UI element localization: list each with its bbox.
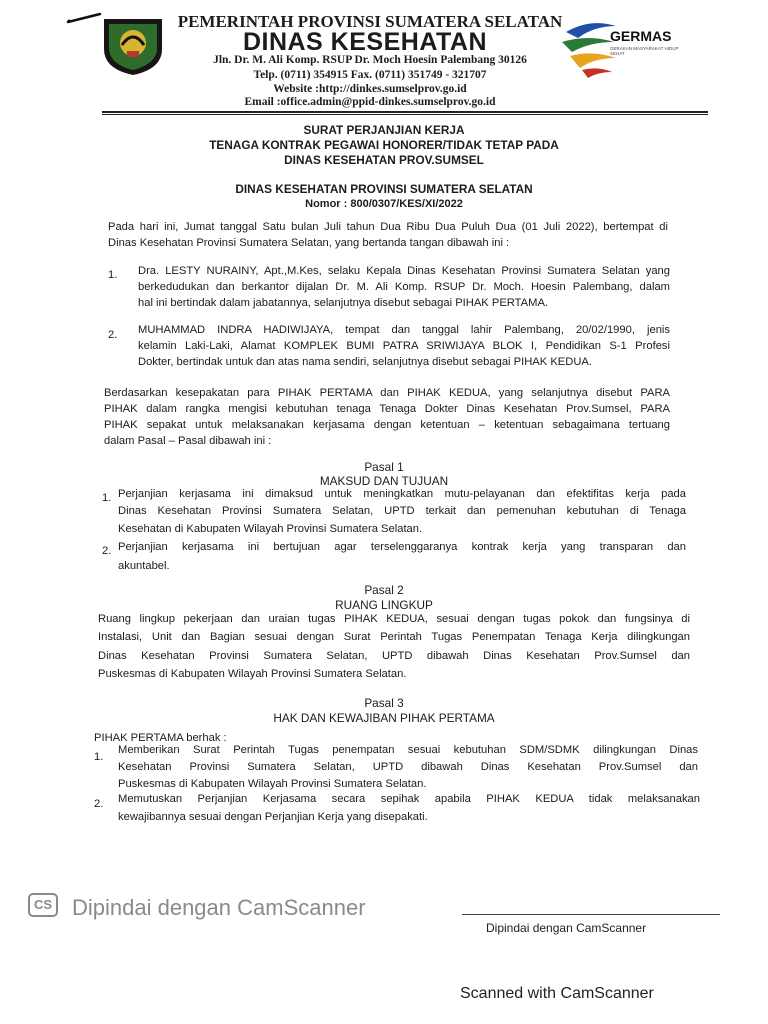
letterhead-address: Jln. Dr. M. Ali Komp. RSUP Dr. Moch Hoesin Palembang 30126 [213,54,527,66]
party-2-number: 2. [108,329,118,341]
camscanner-watermark-small: Dipindai dengan CamScanner [486,921,647,935]
pasal-2-line1: Ruang lingkup pekerjaan dan uraian tugas PIHAK KEDUA, sesuai dengan tugas pokok dan fungsinya di [98,613,690,625]
doc-title-line1: SURAT PERJANJIAN KERJA [303,123,465,137]
party-1-number: 1. [108,269,118,281]
doc-title-line2: TENAGA KONTRAK PEGAWAI HONORER/TIDAK TETAP PADA [209,138,559,152]
camscanner-watermark: Dipindai dengan CamScanner [72,895,366,920]
agreement-line1: Berdasarkan kesepakatan para PIHAK PERTAMA dan PIHAK KEDUA, yang selanjutnya disebut PARA [104,387,670,399]
pasal-3-item-1-line3: Puskesmas di Kabupaten Wilayah Provinsi Sumatera Selatan. [118,778,427,790]
pasal-3-item-2-line1: Memutuskan Perjanjian Kerjasama secara sepihak apabila PIHAK KEDUA tidak melaksanakan [118,793,700,805]
party-2-line3: Dokter, bertindak untuk dan atas nama sendiri, selanjutnya disebut sebagai PIHAK KEDUA. [138,356,592,368]
pasal-1-item-1-number: 1. [102,492,112,504]
pasal-3-item-1-line2: Kesehatan Provinsi Sumatera Selatan, UPTD dibawah Dinas Kesehatan Prov.Sumsel dan [118,761,698,773]
pasal-1-item-1-line1: Perjanjian kerjasama ini dimaksud untuk meningkatkan mutu-pelayanan dan efektifitas kerja pada [118,488,686,500]
pasal-1-item-2-line1: Perjanjian kerjasama ini bertujuan agar terselenggaranya kontrak kerja yang transparan dan [118,541,686,553]
pasal-3-item-1-number: 1. [94,751,104,763]
doc-agency: DINAS KESEHATAN PROVINSI SUMATERA SELATAN [235,182,533,196]
party-1-line1: Dra. LESTY NURAINY, Apt.,M.Kes, selaku Kepala Dinas Kesehatan Provinsi Sumatera Selatan yang [138,265,670,277]
camscanner-cs-icon: CS [28,893,58,917]
pasal-1-item-1-line2: Dinas Kesehatan Provinsi Sumatera Selatan, UPTD terkait dan pemenuhan kebutuhan di Tenaga [118,505,686,517]
intro-line2: Dinas Kesehatan Provinsi Sumatera Selatan, yang bertanda tangan dibawah ini : [108,237,510,249]
pasal-3-subheading: HAK DAN KEWAJIBAN PIHAK PERTAMA [273,711,495,725]
party-2-line1: MUHAMMAD INDRA HADIWIJAYA, tempat dan tanggal lahir Palembang, 20/02/1990, jenis [138,324,670,336]
letterhead-website: Website :http://dinkes.sumselprov.go.id [273,83,467,95]
doc-nomor: Nomor : 800/0307/KES/XI/2022 [305,198,463,210]
germas-label: GERMAS [610,28,672,44]
pasal-2-heading: Pasal 2 [364,583,404,597]
scanned-with-camscanner: Scanned with CamScanner [460,985,654,1002]
doc-title-line3: DINAS KESEHATAN PROV.SUMSEL [284,153,484,167]
letterhead-rule-thin [102,114,708,115]
germas-logo [560,12,710,82]
party-1-line2: berkedudukan dan berkantor dijalan Dr. M. Ali Komp. RSUP Dr. Moch. Hoesin Palembang, dalam [138,281,670,293]
agreement-line4: dalam Pasal – Pasal dibawah ini : [104,435,272,447]
pasal-1-item-2-line2: akuntabel. [118,560,170,572]
pasal-3-heading: Pasal 3 [364,696,404,710]
camscanner-logo [28,893,62,921]
pasal-2-line4: Puskesmas di Kabupaten Wilayah Provinsi Sumatera Selatan. [98,668,407,680]
pasal-2-subheading: RUANG LINGKUP [335,598,433,612]
pasal-1-item-1-line3: Kesehatan di Kabupaten Wilayah Provinsi Sumatera Selatan. [118,523,423,535]
pasal-3-item-2-line2: kewajibannya sesuai dengan Perjanjian Kerja yang disepakati. [118,811,428,823]
letterhead-government: PEMERINTAH PROVINSI SUMATERA SELATAN [177,12,563,31]
signature-rule [462,914,720,915]
germas-subtitle: GERAKAN MASYARAKAT HIDUP SEHAT [610,46,679,57]
pasal-2-line2: Instalasi, Unit dan Bagian sesuai dengan Surat Perintah Tugas Penempatan Tenaga Kerja dilingkungan [98,631,690,643]
party-1-line3: hal ini bertindak dalam jabatannya, selanjutnya disebut sebagai PIHAK PERTAMA. [138,297,549,309]
party-2-line2: kelamin Laki-Laki, Alamat KOMPLEK BUMI PATRA SRIWIJAYA BLOK I, Pendidikan S-1 Profesi [138,340,670,352]
pasal-1-item-2-number: 2. [102,545,112,557]
pasal-1-subheading: MAKSUD DAN TUJUAN [319,474,449,488]
pasal-3-item-1-line1: Memberikan Surat Perintah Tugas penempatan sesuai kebutuhan SDM/SDMK dilingkungan Dinas [118,744,698,756]
letterhead-agency: DINAS KESEHATAN [242,28,488,56]
letterhead-email: Email :office.admin@ppid-dinkes.sumselprov.go.id [244,96,496,108]
pasal-1-heading: Pasal 1 [364,460,404,474]
pasal-3-lead: PIHAK PERTAMA berhak : [94,732,227,744]
agreement-line3: PIHAK sepakat untuk melaksanakan kerjasama dengan ketentuan – ketentuan sebagaimana tertuang [104,419,670,431]
agreement-line2: PIHAK dalam rangka mengisi kebutuhan tenaga Tenaga Dokter Dinas Kesehatan Prov.Sumsel, PARA [104,403,670,415]
intro-line1: Pada hari ini, Jumat tanggal Satu bulan Juli tahun Dua Ribu Dua Puluh Dua (01 Juli 2022), bertempat di [108,221,668,233]
pasal-2-line3: Dinas Kesehatan Provinsi Sumatera Selatan, UPTD dibawah Dinas Kesehatan Prov.Sumsel dan [98,650,690,662]
letterhead-phone: Telp. (0711) 354915 Fax. (0711) 351749 - 321707 [253,69,487,81]
letterhead-rule [102,111,708,113]
pasal-3-item-2-number: 2. [94,798,104,810]
